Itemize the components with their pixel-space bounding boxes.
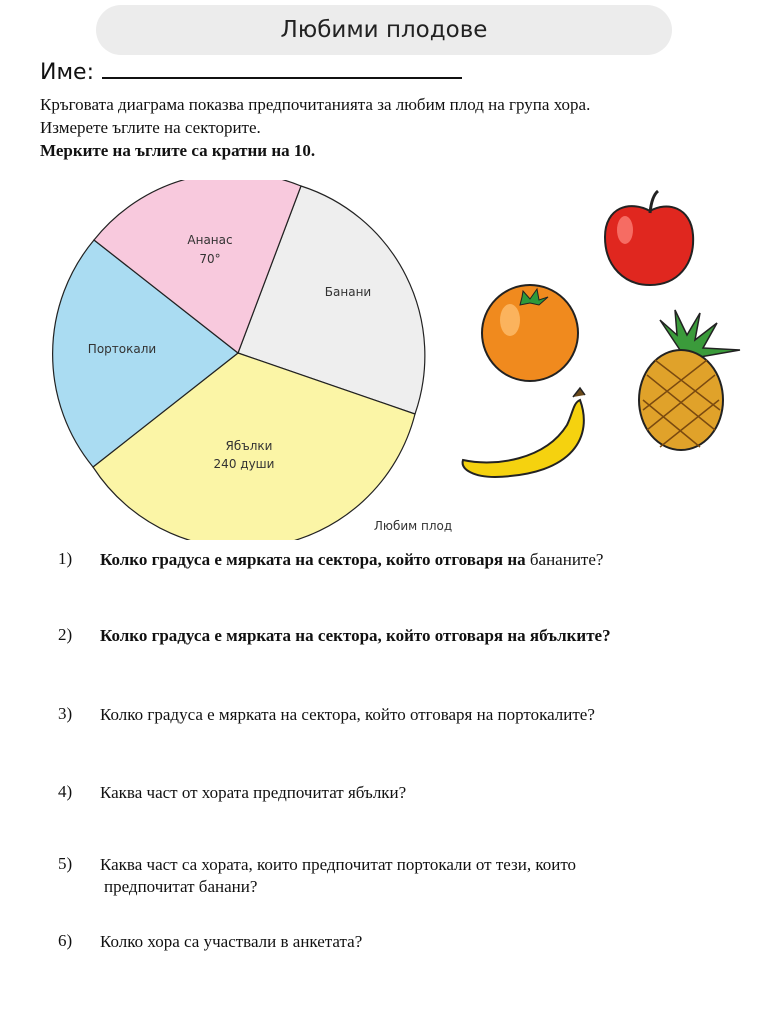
- value-yabalki: 240 души: [213, 457, 275, 471]
- label-banani: Банани: [324, 285, 372, 299]
- value-ananas: 70°: [199, 252, 221, 266]
- question-text: Каква част са хората, които предпочитат портокали от тези, които: [100, 855, 577, 874]
- question-text-bold: Колко градуса е мярката на сектора, който отговаря на ябълките?: [100, 626, 611, 645]
- pineapple-icon: [639, 310, 740, 450]
- page-title: [96, 5, 672, 55]
- question-text: Колко градуса е мярката на сектора, който отговаря на портокалите?: [100, 705, 595, 724]
- banana-icon: [463, 388, 585, 477]
- intro-text: [40, 93, 590, 162]
- question-text: Колко хора са участвали в анкетата?: [100, 932, 363, 951]
- label-yabalki: Ябълки: [225, 439, 273, 453]
- name-row: [40, 59, 462, 85]
- intro-line-3: Мерките на ъглите са кратни на 10.: [40, 141, 316, 160]
- title-text: Любими плодове: [280, 17, 488, 43]
- question-number: 3): [58, 704, 73, 723]
- intro-line-1: Кръговата диаграма показва предпочитанията за любим плод на група хора.: [40, 95, 591, 114]
- question-text: Каква част от хората предпочитат ябълки?: [100, 783, 407, 802]
- question-text-line-2: предпочитат банани?: [104, 877, 258, 896]
- question-3: [58, 704, 720, 726]
- name-field[interactable]: [102, 59, 462, 79]
- question-2: [58, 625, 720, 647]
- name-label: Име:: [40, 60, 95, 85]
- question-text-bold: Колко градуса е мярката на сектора, който отговаря на: [100, 550, 526, 569]
- orange-icon: [482, 285, 578, 381]
- label-ananas: Ананас: [187, 233, 233, 247]
- question-number: 5): [58, 854, 73, 873]
- chart-title: Любим плод: [373, 519, 453, 533]
- question-number: 4): [58, 782, 73, 801]
- question-number: 2): [58, 625, 73, 644]
- pie-chart: [40, 180, 480, 540]
- label-portokali: Портокали: [87, 342, 157, 356]
- question-6: [58, 931, 720, 953]
- fruit-illustrations: [455, 185, 755, 485]
- intro-line-2: Измерете ъглите на секторите.: [40, 118, 261, 137]
- apple-icon: [605, 191, 693, 285]
- question-text: бананите?: [525, 550, 604, 569]
- question-4: [58, 782, 720, 804]
- question-number: 1): [58, 549, 73, 568]
- question-5: [58, 854, 720, 898]
- question-number: 6): [58, 931, 73, 950]
- question-1: [58, 549, 720, 571]
